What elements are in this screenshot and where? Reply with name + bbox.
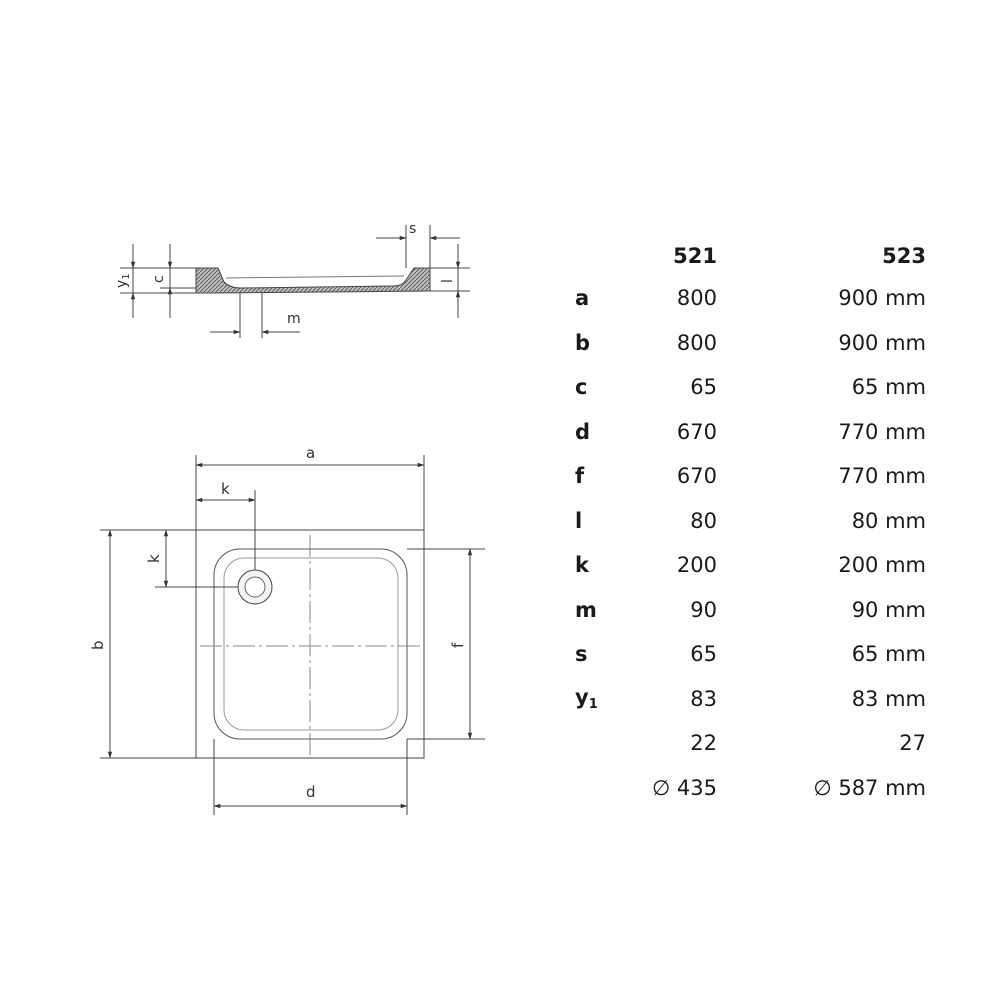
table-row	[575, 276, 926, 321]
table-row	[575, 588, 926, 633]
row-label	[575, 543, 625, 588]
table-row	[575, 721, 926, 766]
row-label	[575, 276, 625, 321]
value-model-523: 80 mm	[851, 508, 926, 533]
dim-label-m: m	[287, 311, 301, 327]
value-model-523: 200 mm	[838, 553, 926, 578]
dim-label-s: s	[409, 221, 417, 237]
row-label	[575, 365, 625, 410]
table-row	[575, 365, 926, 410]
value-model-523: 900 mm	[838, 286, 926, 311]
value-model-521: 90	[690, 597, 717, 622]
tray-profile	[196, 268, 430, 293]
dim-label-k-horizontal: k	[221, 480, 230, 498]
row-label-text: f	[575, 464, 585, 489]
row-label-text: m	[575, 597, 597, 622]
value-model-523: 900 mm	[838, 330, 926, 355]
row-label	[575, 321, 625, 366]
dim-label-l: l	[440, 279, 456, 283]
table-header-model-521: 521	[673, 244, 717, 268]
dim-label-y1: $y_1$	[114, 273, 132, 288]
row-label	[575, 588, 625, 633]
table-row	[575, 677, 926, 722]
value-model-521: 80	[690, 508, 717, 533]
row-label-subscript: 1	[588, 697, 598, 713]
value-model-521: 65	[690, 375, 717, 400]
dim-label-c: c	[151, 275, 167, 283]
row-label-text: c	[575, 375, 588, 400]
value-model-521: 670	[676, 419, 717, 444]
table-header-model-523: 523	[882, 244, 926, 268]
row-label-text: s	[575, 642, 588, 667]
row-label	[575, 766, 625, 811]
dim-label-f: f	[449, 642, 467, 648]
table-header-row	[575, 236, 926, 276]
row-label	[575, 632, 625, 677]
dim-label-b: b	[89, 640, 107, 650]
value-model-523: 65 mm	[851, 375, 926, 400]
row-label	[575, 499, 625, 544]
dim-label-k-vertical: k	[145, 554, 163, 563]
value-model-521: 22	[690, 731, 717, 756]
dim-label-a: a	[306, 444, 316, 462]
value-model-523: 90 mm	[851, 597, 926, 622]
value-model-521: 800	[676, 286, 717, 311]
row-label-text: a	[575, 286, 590, 311]
table-row	[575, 454, 926, 499]
table-row	[575, 321, 926, 366]
table-row	[575, 410, 926, 455]
row-label	[575, 454, 625, 499]
value-model-521: 83	[690, 686, 717, 711]
row-label-text: b	[575, 330, 591, 355]
row-label-text: k	[575, 553, 589, 578]
table-row	[575, 499, 926, 544]
row-label	[575, 677, 625, 722]
table-row	[575, 766, 926, 811]
table-header-label	[575, 236, 625, 276]
value-model-521: 200	[676, 553, 717, 578]
dimension-table	[575, 236, 926, 810]
value-model-523: 27	[899, 731, 926, 756]
value-model-521: ∅ 435	[651, 775, 717, 800]
row-label-text: l	[575, 508, 583, 533]
value-model-521: 65	[690, 642, 717, 667]
value-model-523: 770 mm	[838, 419, 926, 444]
value-model-523: 83 mm	[851, 686, 926, 711]
top-plan-view	[100, 455, 485, 815]
table-row	[575, 543, 926, 588]
value-model-521: 800	[676, 330, 717, 355]
value-model-523: 65 mm	[851, 642, 926, 667]
value-model-523: ∅ 587 mm	[813, 775, 926, 800]
dim-label-d: d	[306, 783, 316, 801]
table-row	[575, 632, 926, 677]
row-label-text: y	[575, 685, 589, 710]
row-label	[575, 721, 625, 766]
row-label-text: d	[575, 419, 591, 444]
row-label	[575, 410, 625, 455]
value-model-523: 770 mm	[838, 464, 926, 489]
value-model-521: 670	[676, 464, 717, 489]
